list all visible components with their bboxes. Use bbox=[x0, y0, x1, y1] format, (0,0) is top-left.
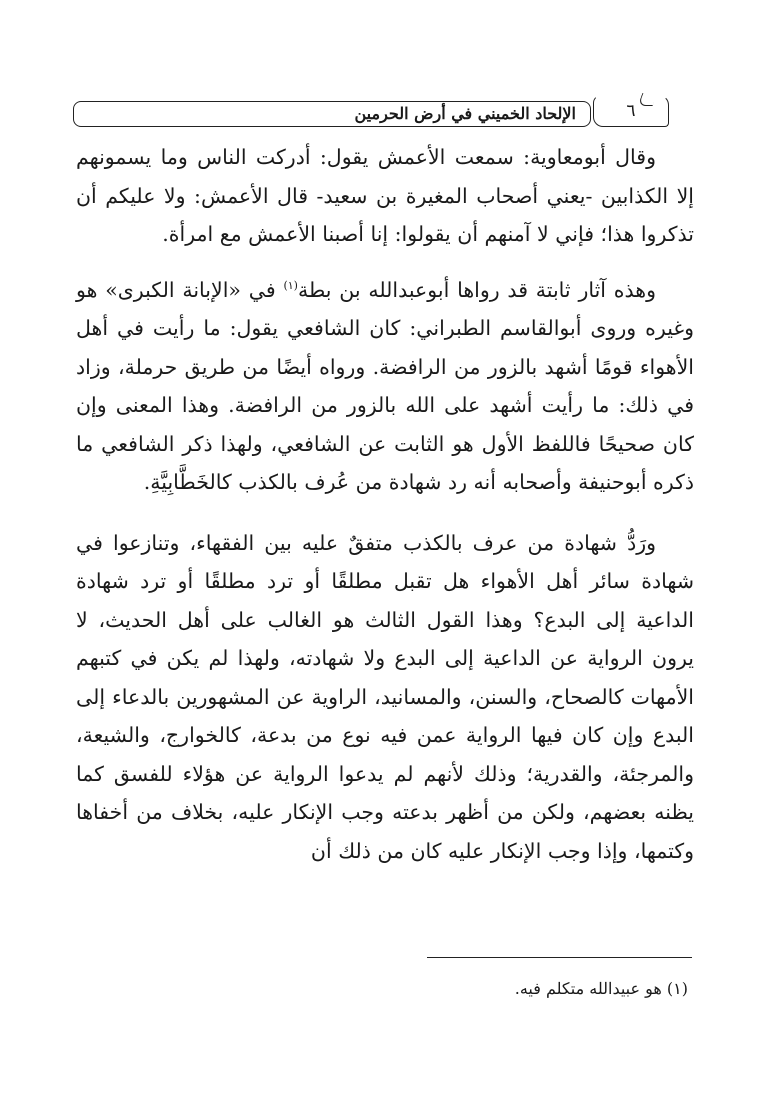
paragraph: ورَدُّ شهادة من عرف بالكذب متفقٌ عليه بين الفقهاء، وتنازعوا في شهادة سائر أهل الأهواء هل تقبل مطلقًا أو ترد مطلقًا أو ترد شهادة الداعية إلى البدع؟ وهذا القول الثالث هو الغالب على أهل الحديث، لا يرون الرواية عن الداعية إلى البدع ولا شهادته، ولهذا لم يكن في كتبهم الأمهات كالصحاح، والسنن، والمسانيد، الراوية عن المشهورين بالدعاء إلى البدع وإن كان فيها الرواية عمن فيه نوع من بدعة، كالخوارج، والشيعة، والمرجئة، والقدرية؛ وذلك لأنهم لم يدعوا الرواية عن هؤلاء للفسق كما يظنه بعضهم، ولكن من أظهر بدعته وجب الإنكار عليه، بخلاف من أخفاها وكتمها، وإذا وجب الإنكار عليه كان من ذلك أن bbox=[76, 530, 694, 863]
body-text bbox=[76, 138, 694, 870]
footnote-reference[interactable]: (١) bbox=[283, 278, 298, 292]
page-number: ٦ bbox=[593, 95, 669, 127]
paragraph bbox=[76, 271, 694, 502]
running-header bbox=[73, 95, 669, 131]
paragraph-text: في «الإبانة الكبرى» هو وغيره وروى أبوالقاسم الطبراني: كان الشافعي يقول: ما رأيت في أهل الأهواء قومًا أشهد بالزور من الرافضة. ورواه أيضًا من طريق حرملة، وزاد في ذلك: ما رأيت أشهد على الله بالزور من الرافضة. وهذا المعنى وإن كان صحيحًا فاللفظ الأول هو الثابت عن الشافعي، ولهذا ذكر الشافعي ما ذكره أبوحنيفة وأصحابه أنه رد شهادة من عُرف بالكذب كالخَطَّابِيَّةِ. bbox=[76, 277, 694, 494]
footnote-separator bbox=[427, 957, 692, 958]
footnote: (١) هو عبيدالله متكلم فيه. bbox=[514, 979, 688, 998]
header-title: الإلحاد الخميني في أرض الحرمين bbox=[73, 101, 591, 127]
paragraph-text: وهذه آثار ثابتة قد رواها أبوعبدالله بن بطة bbox=[297, 277, 657, 302]
paragraph: وقال أبومعاوية: سمعت الأعمش يقول: أدركت الناس وما يسمونهم إلا الكذابين -يعني أصحاب المغيرة بن سعيد- قال الأعمش: ولا عليكم أن تذكروا هذا؛ فإني لا آمنهم أن يقولوا: إنا أصبنا الأعمش مع امرأة. bbox=[76, 145, 694, 246]
